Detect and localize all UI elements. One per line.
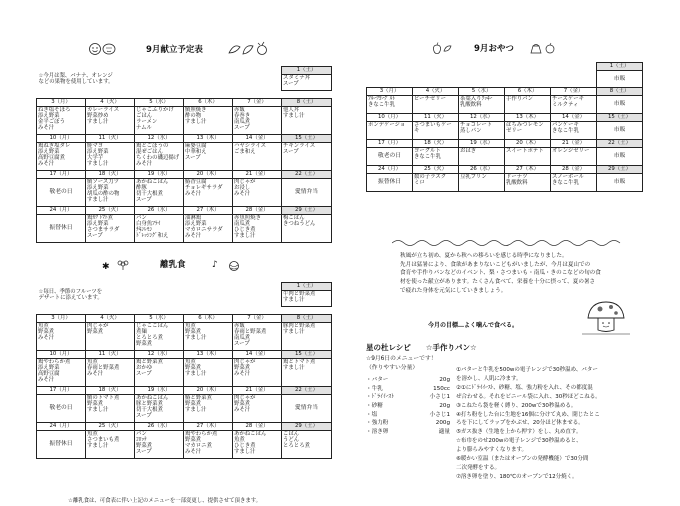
baby-food: 赤飯 春雨と野菜煮 南瓜煮 スープ [233,323,282,351]
menu-day: 19（水） [135,171,184,179]
snack-food: 茶葉入りｸｯｷｰ 乳酸飲料 [459,96,505,114]
menu-day: 17（月） [37,171,86,179]
monthly-message: 秋風が立ち初め、夏から秋への移ろいを感じる時季になりました。 先月は猛暑により、食欲があまりないこどもがいましたが、今月は夏山での 食育や手作りパンなどのイベント、梨・さつまいも・南瓜・きのこなどの旬の食 材を使った献立があります。たくさん食べて、栄養を十分に摂って、夏の暑さ で疲れた身体を元気にしていきましょう。 [400,253,601,294]
snack-day: 25（火） [413,166,459,174]
menu-day: 5（水） [135,99,184,107]
menu-food: じゃこふりかけ ごはん ラーメン ナムル [135,107,184,135]
menu-note: ☆今月は梨、バナナ、オレンジ などの果物を使用しています。 [38,72,114,85]
baby-food: 鯖のトマト煮 野菜煮 すまし汁 [86,395,135,423]
menu-day: 8（土） [282,99,332,107]
ingredient-row [366,428,450,437]
baby-food: 豚肉と野菜煮 すまし汁 [282,323,332,351]
menu-day: 10（月） [37,135,86,143]
snack-food: チョコレート 蒸しパン [459,122,505,140]
menu-day: 18（火） [86,171,135,179]
snack-sat1-date: 1（土） [597,63,643,71]
snack-food: ドーナツ 乳酸飲料 [505,174,551,192]
menu-day: 20（木） [184,171,233,179]
menu-day: 22（土） [282,171,332,179]
snack-day: 26（水） [459,166,505,174]
snack-day: 7（金） [551,88,597,96]
baby-day: 10（月） [37,351,86,359]
baby-food: 魚煮 野菜煮 すまし汁 [184,323,233,351]
baby-day: 18（火） [86,387,135,395]
baby-day: 7（金） [233,315,282,323]
menu-day: 14（金） [233,135,282,143]
snack-day: 27（木） [505,166,551,174]
snack-food: 手作りパン [505,96,551,114]
snack-day: 4（火） [413,88,459,96]
ball-icon [228,260,240,274]
baby-food: 鶏やわらか煮 野菜煮 マカロニ煮 みそ汁 [184,431,233,459]
menu-day: 11（火） [86,135,135,143]
baby-day: 4（火） [86,315,135,323]
menu-food: 赤魚照焼き 南瓜煮 ひじき煮 すまし汁 [233,215,282,243]
ingredient-name: ・強力粉 [366,420,389,427]
snack-day: 28（金） [551,166,597,174]
menu-day: 26（水） [135,207,184,215]
menu-day: 27（木） [184,207,233,215]
menu-day: 25（火） [86,207,135,215]
snack-food: スイートポテト [505,148,551,166]
menu-food: 鯖照焼き 酢の物 すまし汁 [184,107,233,135]
snack-title: 9月おやつ [474,44,514,54]
snack-food: 数の子ラスク ミロ [413,174,459,192]
ingredient-row [366,393,450,402]
menu-holiday: 振替休日 [37,215,86,243]
baby-food: 魚煮 野菜煮 すまし汁 [184,359,233,387]
snack-food: ヨーグルト きなこ牛乳 [413,148,459,166]
menu-sat1-food: スタミナ丼 スープ [282,75,332,91]
menu-food: 鰆香豆腐 チョレギサラダ みそ汁 [184,179,233,207]
ingredient-name: ・溶き卵 [366,428,389,435]
menu-food: 赤飯 春巻き 南瓜煮 スープ [233,107,282,135]
menu-food: 鶏ｶﾂ ﾄﾏﾄ煮 添え野菜 さつまサラダ スープ [86,215,135,243]
menu-food: ねぎ塩そぼろ 添え野菜 金平ごぼう みそ汁 [37,107,86,135]
snack-food: チーズケーキ ミルクティ [551,96,597,114]
snack-day: 5（水） [459,88,505,96]
menu-food: 肉じゃが お浸し みそ汁 [233,179,282,207]
menu-day: 3（月） [37,99,86,107]
baby-day: 24（月） [37,423,86,431]
menu-food: 他人丼 すまし汁 [282,107,332,135]
snack-day: 8（土） [597,88,643,96]
snack-food: パンケーキ きなこ牛乳 [551,122,597,140]
menu-day: 4（火） [86,99,135,107]
menu-food: パン 白身魚ﾌﾗｲ ﾁｷﾝﾚﾓﾝ ﾄﾞﾚｯｼﾝｸﾞ和え [135,215,184,243]
snack-day: 14（金） [551,114,597,122]
menu-food: 油淋鶏 添え野菜 マカロニサラダ みそ汁 [184,215,233,243]
ingredient-name: ・砂糖 [366,402,383,409]
baby-day: 29（土） [282,423,332,431]
snack-day: 11（火） [413,114,459,122]
snack-food: ﾌﾙｰﾂﾖｰｸﾞﾙﾄ きなこ牛乳 [367,96,413,114]
baby-day: 27（木） [184,423,233,431]
snack-day: 18（火） [413,140,459,148]
snack-food: 市販 [597,148,643,166]
baby-food: あかねごはん 魚煮 ひじき煮 すまし汁 [233,431,282,459]
baby-day: 6（木） [184,315,233,323]
baby-day: 3（月） [37,315,86,323]
ingredient-amount: 20g [439,402,450,409]
ingredient-amount: 200g [435,420,450,427]
flower-icon [116,259,130,273]
menu-day: 6（木） [184,99,233,107]
smile-face-icon [88,42,118,58]
baby-sat1-food: 牛肉と野菜煮 すまし汁 [282,291,332,307]
baby-note: ☆毎日、季節のフルーツを デザートに添えています。 [38,288,103,301]
menu-food: 梅ごはん きつねうどん [282,215,332,243]
snack-day: 20（木） [505,140,551,148]
baby-day: 21（金） [233,387,282,395]
baby-food: 鶏とトマト煮 すまし汁 [282,359,332,387]
ingredient-amount: 小さじ1 [429,411,450,418]
menu-food: 麻婆豆腐 中華和え スープ [184,143,233,171]
pudding-icon [528,41,556,57]
baby-day: 11（火） [86,351,135,359]
baby-day: 25（火） [86,423,135,431]
baby-food: パン ｺﾛｯｹ 野菜煮 スープ [135,431,184,459]
baby-holiday: 敬老の日 [37,395,86,423]
baby-day: 22（土） [282,387,332,395]
snack-day: 12（水） [459,114,505,122]
baby-food: 愛情弁当 [282,395,332,423]
ingredient-amount: 20g [439,377,450,383]
menu-food: 鮭マヨ 添え野菜 大学芋 すまし汁 [86,143,135,171]
snack-food: ピーチゼリー [413,96,459,114]
baby-table [36,282,332,459]
baby-day: 20（木） [184,387,233,395]
baby-day: 5（水） [135,315,184,323]
baby-footer: ☆離乳食は、可食表に伴い上記のメニューを一部変更し、提供させて頂きます。 [68,498,262,504]
baby-food: 鰆と野菜煮 野菜煮 すまし汁 [184,395,233,423]
menu-day: 21（金） [233,171,282,179]
snack-food: オレンジゼリー [551,148,597,166]
baby-day: 19（水） [135,387,184,395]
snack-holiday: 敬老の日 [367,148,413,166]
baby-food: 肉じゃが 野菜煮 みそ汁 [233,395,282,423]
snack-day: 19（水） [459,140,505,148]
snack-food: 市販 [597,122,643,140]
ingredient-name: ・牛乳 [366,385,383,392]
ingredient-list [366,376,450,437]
menu-day: 12（水） [135,135,184,143]
star-icon: ✱ [102,262,110,272]
menu-day: 13（木） [184,135,233,143]
menu-food: カレーライス 野菜炒め すまし汁 [86,107,135,135]
snack-food: おはぎ [459,148,505,166]
apple-icon [432,42,452,57]
snack-day: 15（土） [597,114,643,122]
snack-food: さつまいもケーキ [413,122,459,140]
baby-sat1-date: 1（土） [282,283,332,291]
baby-day: 17（月） [37,387,86,395]
snack-day: 22（土） [597,140,643,148]
snack-food: はちみつレモン ゼリー [505,122,551,140]
ingredient-amount: 150cc [433,385,450,392]
mushroom-icon [578,296,634,338]
menu-day: 7（金） [233,99,282,107]
baby-food: 魚煮 春雨と野菜煮 みそ汁 [86,359,135,387]
baby-food: ごはん うどん とろとろ煮 [282,431,332,459]
baby-food: 魚煮 さつまいも煮 すまし汁 [86,431,135,459]
ingredient-name: ・バター [366,377,389,383]
snack-food: ポンデケージョ [367,122,413,140]
snack-food: 市販 [597,96,643,114]
baby-holiday: 振替休日 [37,431,86,459]
snack-day: 21（金） [551,140,597,148]
menu-food: 鶏とごぼうの 混ぜごはん ちくわの磯辺揚げ みそ汁 [135,143,184,171]
menu-food: 鶏ねぎ塩ダレ 添え野菜 高野豆腐煮 みそ汁 [37,143,86,171]
menu-day: 15（土） [282,135,332,143]
snack-day: 6（木） [505,88,551,96]
ingredient-row [366,411,450,420]
menu-title: 9月献立予定表 [146,45,203,55]
baby-day: 12（水） [135,351,184,359]
snack-day: 17（月） [367,140,413,148]
menu-day: 24（月） [37,207,86,215]
ingredient-row [366,419,450,428]
menu-day: 28（金） [233,207,282,215]
menu-food: チキンライス スープ [282,143,332,171]
ingredient-amount: 小さじ1 [429,394,450,401]
baby-day: 26（水） [135,423,184,431]
vegetables-icon [226,41,270,59]
menu-holiday: 敬老の日 [37,179,86,207]
ingredient-row [366,385,450,394]
menu-day: 29（土） [282,207,332,215]
snack-food: スノーボール きなこ牛乳 [551,174,597,192]
ingredient-row [366,376,450,385]
baby-food: 鶏と野菜煮 おかゆ スープ [135,359,184,387]
ingredient-row [366,402,450,411]
snack-food: 豆乳プリン [459,174,505,192]
baby-food: 肉じゃが 野菜煮 みそ汁 [233,359,282,387]
recipe-subtitle: ☆9月6日のメニューです！ [366,356,437,362]
baby-food: じゃこごはん 煮麺 とろとろ煮 野菜煮 [135,323,184,351]
menu-food: 鯖ソース力ツ 添え野菜 胡瓜の酢の物 すまし汁 [86,179,135,207]
wave-divider [392,238,624,248]
baby-food: 肉じゃが 野菜煮 [86,323,135,351]
snack-table [366,62,643,192]
menu-table [36,66,332,243]
baby-day: 14（金） [233,351,282,359]
baby-day: 28（金） [233,423,282,431]
menu-food: ハヤシライス ごま和え [233,143,282,171]
baby-food: あかねごはん 豚と野菜煮 切干大根煮 スープ [135,395,184,423]
snack-day: 29（土） [597,166,643,174]
monthly-goal: 今月の目標…よく噛んで食べる。 [428,322,519,329]
snack-food: 市販 [597,174,643,192]
snack-day: 10（月） [367,114,413,122]
menu-sat1-date: 1（土） [282,67,332,75]
baby-food: 鶏やわらか煮 添え野菜 高野豆腐 みそ汁 [37,359,86,387]
snack-day: 13（木） [505,114,551,122]
music-note-icon: ♪ [212,260,218,270]
recipe-title: 星の杜レシピ ☆手作りパン☆ [366,343,477,352]
ingredient-amount: 適量 [438,428,450,435]
menu-food: 愛情弁当 [282,179,332,207]
baby-title: 離乳食 [160,260,186,270]
snack-day: 24（月） [367,166,413,174]
ingredient-name: ・ﾄﾞﾗｲｲｰｽﾄ [366,394,394,401]
snack-sat1-food: 市販 [597,71,643,88]
baby-day: 8（土） [282,315,332,323]
baby-day: 13（木） [184,351,233,359]
snack-holiday: 振替休日 [367,174,413,192]
baby-day: 15（土） [282,351,332,359]
recipe-steps: ①バターと牛乳を500wの電子レンジで30秒温め、バター を溶かし、人肌に冷ます。 ②①にﾄﾞﾗｲｲｰｽﾄ、砂糖、塩、強力粉を入れ、その都度混 ぜ合わせる。それをビニール袋に入れ、30秒ほどこねる。 ③こねたら袋を軽く縛り、200wで30秒温める。 ④打ち粉をした台に生地を16個に分けて丸め、閉じたとこ ろを下にしてラップをかぶせ、20分ほど休ませる。 ⑤ガス抜き（生地を上から押す）をし、丸め直す。 ☆布巾をのせ200wの電子レンジで30秒温めると、 より膨らみやすくなります。 ⑥暖かい室温（またはオーブンの発酵機能）で30分間 二次発酵をする。 ⑦溶き卵を塗り、180℃のオーブンで12分焼く。 [456,367,601,480]
ingredient-name: ・塩 [366,411,378,418]
snack-day: 3（月） [367,88,413,96]
baby-food: 魚煮 野菜煮 みそ汁 [37,323,86,351]
recipe-ingredients-label: （作りやすい分量） [366,365,419,371]
menu-food: あかねごはん 酢豚 切干大根煮 スープ [135,179,184,207]
